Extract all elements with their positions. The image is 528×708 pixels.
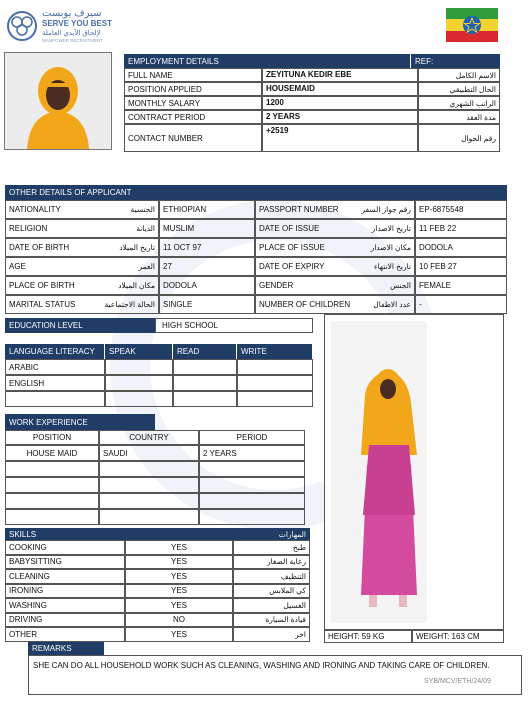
skill-label: IRONING — [5, 584, 125, 599]
skill-row — [5, 555, 310, 570]
other-label-left-en: RELIGION — [9, 224, 48, 233]
employment-row — [124, 124, 500, 152]
other-label-left-ar: الجنسية — [130, 205, 155, 214]
work-cell — [99, 493, 199, 509]
language-name: ARABIC — [5, 359, 105, 375]
language-name — [5, 391, 105, 407]
other-label-left — [5, 276, 159, 295]
education-value: HIGH SCHOOL — [155, 318, 313, 333]
other-label-left — [5, 257, 159, 276]
other-label-left — [5, 295, 159, 314]
language-cell — [237, 375, 313, 391]
ethiopia-flag — [446, 8, 498, 42]
employment-value: 2 YEARS — [262, 110, 418, 124]
company-sub-en: MANPOWER RECRUITMENT — [42, 38, 103, 43]
skill-row — [5, 569, 310, 584]
skill-label-ar: رعاية الصغار — [233, 555, 310, 570]
skill-label: BABYSITTING — [5, 555, 125, 570]
work-cell: HOUSE MAID — [5, 445, 99, 461]
skill-value: YES — [125, 598, 233, 613]
work-column-header: PERIOD — [199, 430, 305, 445]
skill-label: WASHING — [5, 598, 125, 613]
company-logo — [6, 8, 116, 48]
other-value-left: 11 OCT 97 — [159, 238, 255, 257]
other-label-right-en: GENDER — [259, 281, 294, 290]
skill-row — [5, 627, 310, 642]
work-experience-header: WORK EXPERIENCE — [5, 414, 155, 430]
other-value-right: 10 FEB 27 — [415, 257, 507, 276]
other-label-right — [255, 257, 415, 276]
language-cell — [237, 391, 313, 407]
other-label-right-ar: تاريخ الاصدار — [371, 224, 411, 233]
other-label-left — [5, 219, 159, 238]
employment-row — [124, 68, 500, 82]
other-label-left-ar: مكان الميلاد — [118, 281, 155, 290]
other-label-left-ar: الحالة الاجتماعية — [104, 300, 155, 309]
employment-details-section — [124, 54, 500, 152]
language-column-header: WRITE — [237, 344, 313, 359]
language-cell — [173, 359, 237, 375]
other-value-left: 27 — [159, 257, 255, 276]
work-cell — [199, 461, 305, 477]
other-label-left-en: MARITAL STATUS — [9, 300, 76, 309]
work-cell — [199, 509, 305, 525]
skill-label-ar: الغسيل — [233, 598, 310, 613]
work-row — [5, 493, 305, 509]
other-label-right-ar: عدد الاطفال — [373, 300, 411, 309]
skill-label-ar: قيادة السيارة — [233, 613, 310, 628]
other-label-right-en: PASSPORT NUMBER — [259, 205, 339, 214]
other-label-left-ar: العمر — [138, 262, 155, 271]
skill-row — [5, 584, 310, 599]
skill-label: CLEANING — [5, 569, 125, 584]
language-section — [5, 344, 313, 407]
employment-value: ZEYITUNA KEDIR EBE — [262, 68, 418, 82]
work-cell — [199, 477, 305, 493]
work-column-header: POSITION — [5, 430, 99, 445]
skill-label-ar: التنظيف — [233, 569, 310, 584]
employment-label-ar: الحال التطبيقي — [418, 82, 500, 96]
other-label-right — [255, 238, 415, 257]
work-cell — [99, 477, 199, 493]
work-cell: 2 YEARS — [199, 445, 305, 461]
language-column-header: READ — [173, 344, 237, 359]
skills-header: SKILLS — [9, 529, 37, 539]
other-details-row — [5, 200, 507, 219]
employment-label: POSITION APPLIED — [124, 82, 262, 96]
skill-value: YES — [125, 540, 233, 555]
employment-header: EMPLOYMENT DETAILS — [124, 54, 410, 68]
height-value: HEIGHT: 59 KG — [324, 630, 412, 643]
other-label-right-en: DATE OF ISSUE — [259, 224, 320, 233]
employment-label: FULL NAME — [124, 68, 262, 82]
work-row — [5, 461, 305, 477]
other-label-right-en: PLACE OF ISSUE — [259, 243, 325, 252]
work-cell — [5, 461, 99, 477]
applicant-headshot — [4, 52, 112, 150]
work-cell — [5, 509, 99, 525]
other-label-left-en: AGE — [9, 262, 26, 271]
other-value-right: - — [415, 295, 507, 314]
employment-value: HOUSEMAID — [262, 82, 418, 96]
other-label-left — [5, 200, 159, 219]
language-column-header: LANGUAGE LITERACY — [5, 344, 105, 359]
skills-header-ar: المهارات — [278, 529, 306, 539]
employment-label-ar: رقم الجوال — [418, 124, 500, 152]
employment-row — [124, 110, 500, 124]
employment-label-ar: الاسم الكامل — [418, 68, 500, 82]
skill-label-ar: طبخ — [233, 540, 310, 555]
remarks-header: REMARKS — [28, 642, 104, 655]
other-label-right — [255, 295, 415, 314]
skill-row — [5, 598, 310, 613]
education-label: EDUCATION LEVEL — [5, 318, 155, 333]
other-value-left: DODOLA — [159, 276, 255, 295]
employment-row — [124, 82, 500, 96]
other-value-right: EP-6875548 — [415, 200, 507, 219]
skill-value: YES — [125, 569, 233, 584]
employment-label-ar: الراتب الشهري — [418, 96, 500, 110]
employment-label: CONTACT NUMBER — [124, 124, 262, 152]
company-name-ar: سيرف يوبست — [42, 8, 102, 19]
remarks-text: SHE CAN DO ALL HOUSEHOLD WORK SUCH AS CLEANING, WASHING AND IRONING AND TAKING CARE OF CHILDREN. — [28, 655, 522, 695]
other-label-right-en: NUMBER OF CHILDREN — [259, 300, 351, 309]
other-value-left: SINGLE — [159, 295, 255, 314]
other-value-left: ETHIOPIAN — [159, 200, 255, 219]
language-column-header: SPEAK — [105, 344, 173, 359]
employment-label: MONTHLY SALARY — [124, 96, 262, 110]
other-label-left-en: PLACE OF BIRTH — [9, 281, 75, 290]
language-cell — [237, 359, 313, 375]
skill-row — [5, 613, 310, 628]
work-row — [5, 509, 305, 525]
other-details-section — [5, 185, 507, 314]
other-label-right-ar: مكان الاصدار — [370, 243, 411, 252]
other-details-row — [5, 257, 507, 276]
company-sub-ar: لإلحاق الأيدي العاملة — [42, 30, 101, 37]
employment-label-ar: مدة العقد — [418, 110, 500, 124]
skills-section — [5, 528, 310, 642]
skill-value: YES — [125, 555, 233, 570]
employment-row — [124, 96, 500, 110]
other-value-right: 11 FEB 22 — [415, 219, 507, 238]
skill-label: COOKING — [5, 540, 125, 555]
other-details-row — [5, 219, 507, 238]
work-cell — [99, 461, 199, 477]
work-experience-section — [5, 414, 305, 525]
work-cell — [99, 509, 199, 525]
other-value-left: MUSLIM — [159, 219, 255, 238]
skill-label-ar: كي الملابس — [233, 584, 310, 599]
work-cell: SAUDI — [99, 445, 199, 461]
skill-value: YES — [125, 584, 233, 599]
other-label-left-en: DATE OF BIRTH — [9, 243, 70, 252]
language-cell — [173, 375, 237, 391]
weight-value: WEIGHT: 163 CM — [412, 630, 504, 643]
other-label-right-ar: تاريخ الانتهاء — [374, 262, 411, 271]
skill-value: NO — [125, 613, 233, 628]
other-value-right: DODOLA — [415, 238, 507, 257]
language-row — [5, 375, 313, 391]
remarks-section — [28, 642, 522, 695]
language-cell — [105, 375, 173, 391]
other-label-right — [255, 276, 415, 295]
work-row — [5, 477, 305, 493]
other-label-left-ar: الديانة — [136, 224, 155, 233]
other-details-row — [5, 295, 507, 314]
other-label-right-ar: رقم جواز السفر — [361, 205, 411, 214]
footer-code: SYB/MCV/ETH/24/09 — [424, 678, 491, 685]
work-column-header: COUNTRY — [99, 430, 199, 445]
applicant-full-photo — [324, 314, 504, 630]
skill-row — [5, 540, 310, 555]
skill-label: DRIVING — [5, 613, 125, 628]
other-label-left-ar: تاريخ الميلاد — [119, 243, 155, 252]
language-cell — [105, 391, 173, 407]
other-label-right — [255, 200, 415, 219]
flag-emblem-icon — [462, 15, 482, 35]
work-row — [5, 445, 305, 461]
other-label-right-en: DATE OF EXPIRY — [259, 262, 325, 271]
company-name-en: SERVE YOU BEST — [42, 19, 112, 28]
language-row — [5, 391, 313, 407]
other-details-row — [5, 276, 507, 295]
employment-value: 1200 — [262, 96, 418, 110]
other-value-right: FEMALE — [415, 276, 507, 295]
work-cell — [5, 477, 99, 493]
language-name: ENGLISH — [5, 375, 105, 391]
ref-label: REF: — [410, 54, 500, 68]
other-label-left-en: NATIONALITY — [9, 205, 61, 214]
employment-value: +2519 — [262, 124, 418, 152]
logo-icon — [6, 10, 38, 42]
employment-label: CONTRACT PERIOD — [124, 110, 262, 124]
other-label-left — [5, 238, 159, 257]
other-details-header: OTHER DETAILS OF APPLICANT — [5, 185, 255, 200]
skill-value: YES — [125, 627, 233, 642]
language-row — [5, 359, 313, 375]
other-label-right — [255, 219, 415, 238]
other-details-row — [5, 238, 507, 257]
work-cell — [199, 493, 305, 509]
education-row — [5, 318, 313, 333]
skill-label: OTHER — [5, 627, 125, 642]
language-cell — [173, 391, 237, 407]
skill-label-ar: اخر — [233, 627, 310, 642]
work-cell — [5, 493, 99, 509]
other-label-right-ar: الجنس — [389, 281, 411, 290]
language-cell — [105, 359, 173, 375]
